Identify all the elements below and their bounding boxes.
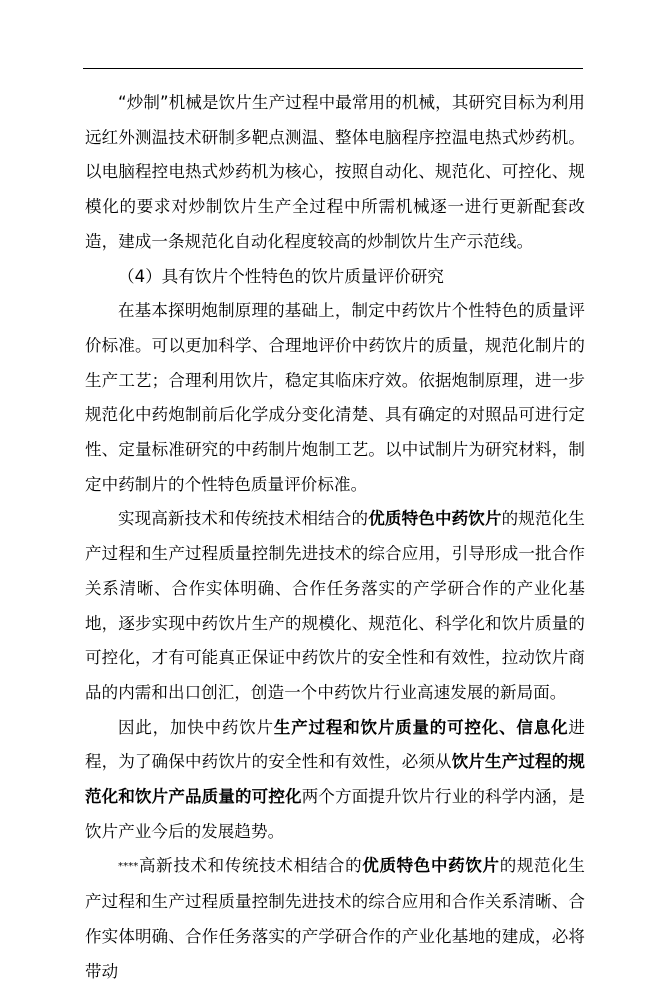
paragraph-conclusion xyxy=(85,711,585,850)
bold-text-run: 优质特色中药饮片 xyxy=(362,856,500,876)
document-body xyxy=(85,86,585,989)
bold-text-run: 生产过程和饮片质量的可控化、信息化 xyxy=(273,717,569,737)
paragraph-final xyxy=(85,849,585,989)
header-rule xyxy=(83,68,583,69)
text-run: 因此，加快中药饮片 xyxy=(118,717,274,737)
bold-text-run: 饮片生产过程的规范化和饮片产品质量的可控化 xyxy=(85,752,585,807)
redacted-stars: **** xyxy=(118,861,139,873)
text-run: 高新技术和传统技术相结合的 xyxy=(138,856,363,876)
text-run: 的规范化生产过程和生产过程质量控制先进技术的综合应用，引导形成一批合作关系清晰、合作实体明确、合作任务落实的产学研合作的产业化基地，逐步实现中药饮片生产的规模化、规范化、科学化和饮片质量的可控化，才有可能真正保证中药饮片的安全性和有效性，拉动饮片商品的内需和出口创汇，创造一个中药饮片行业高速发展的新局面。 xyxy=(85,509,585,702)
text-run: 两个方面提升饮片行业的科学内涵，是饮片产业今后的发展趋势。 xyxy=(85,787,585,841)
text-run: 进程，为了确保中药饮片的安全性和有效性，必须从 xyxy=(85,717,585,772)
section-heading-4: （4）具有饮片个性特色的饮片质量评价研究 xyxy=(118,266,444,286)
paragraph-quality-evaluation: 在基本探明炮制原理的基础上，制定中药饮片个性特色的质量评价标准。可以更加科学、合理地评价中药饮片的质量，规范化制片的生产工艺；合理利用饮片，稳定其临床疗效。依据炮制原理，进一步规范化中药炮制前后化学成分变化清楚、具有确定的对照品可进行定性、定量标准研究的中药制片炮制工艺。以中试制片为研究材料，制定中药制片的个性特色质量评价标准。 xyxy=(85,301,585,494)
paragraph-high-tech-integration xyxy=(85,502,585,710)
text-run: 实现高新技术和传统技术相结合的 xyxy=(118,509,369,529)
text-run: 的规范化生产过程和生产过程质量控制先进技术的综合应用和合作关系清晰、合作实体明确、合作任务落实的产学研合作的产业化基地的建成，必将带动 xyxy=(85,856,585,981)
bold-text-run: 优质特色中药饮片 xyxy=(368,509,502,529)
paragraph-stir-fry-machinery: “炒制”机械是饮片生产过程中最常用的机械，其研究目标为利用远红外测温技术研制多靶点测温、整体电脑程序控温电热式炒药机。以电脑程控电热式炒药机为核心，按照自动化、规范化、可控化、规模化的要求对炒制饮片生产全过程中所需机械逐一进行更新配套改造，建成一条规范化自动化程度较高的炒制饮片生产示范线。 xyxy=(85,93,585,251)
